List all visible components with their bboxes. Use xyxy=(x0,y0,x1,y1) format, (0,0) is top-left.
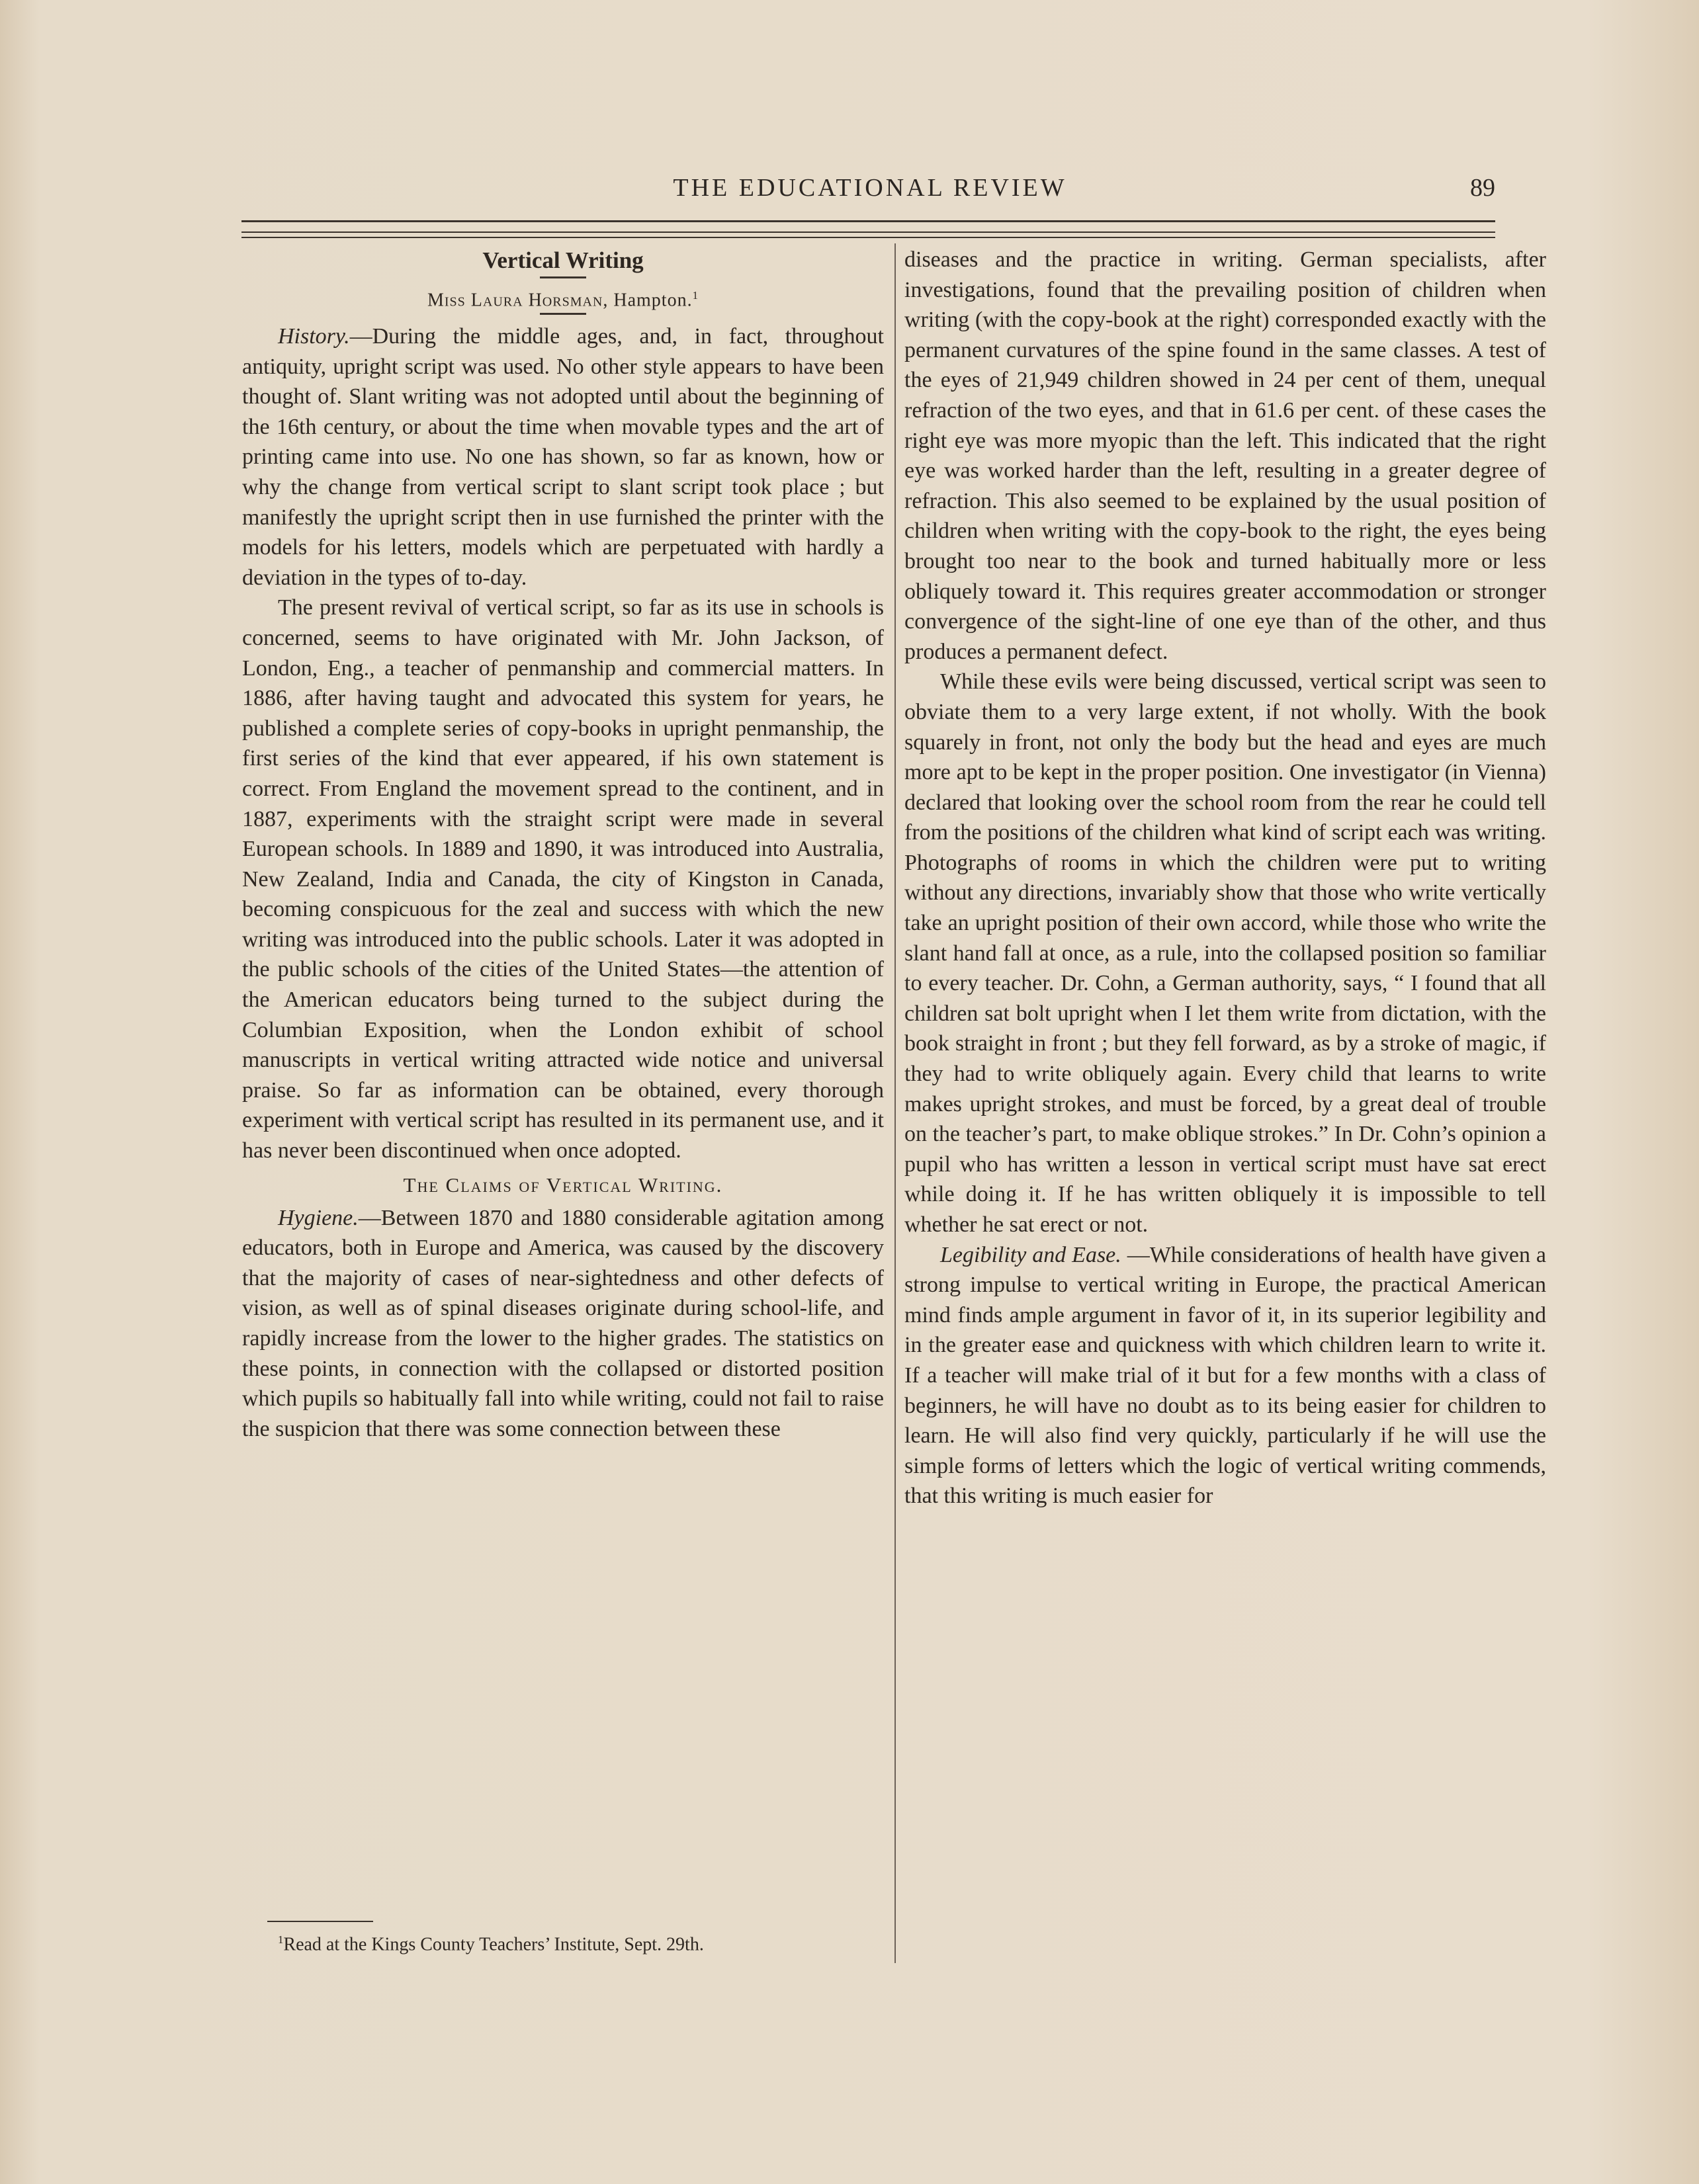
legibility-heading: Legibility and Ease. xyxy=(940,1242,1121,1267)
column-divider xyxy=(894,243,896,1963)
footnote-block xyxy=(242,1905,884,1957)
paragraph-hygiene-continued: diseases and the practice in writing. German specialists, after investigations, found that the prevailing position of children when writing (with the copy-book at the right) corresponded exactly with the permanent curvatures of the spine found in the same classes. A test of the eyes of 21,949 children showed in 24 per cent of them, unequal refraction of the two eyes, and that in 61.6 per cent. of these cases the right eye was more myopic than the left. This indicated that the right eye was worked harder than the left, resulting in a greater degree of refraction. This also seemed to be explained by the usual position of children when writing with the copy-book to the right, the eyes being brought too near to the book and turned habitually more or less obliquely toward it. This requires greater accommodation or stronger convergence of the sight-line of one eye than of the other, and thus produces a permanent defect. xyxy=(904,247,1546,664)
footnote xyxy=(242,1927,884,1957)
journal-title: THE EDUCATIONAL REVIEW xyxy=(673,174,1067,202)
footnote-rule xyxy=(267,1921,373,1922)
running-head xyxy=(245,173,1495,213)
legibility-body: —While considerations of health have given a strong impulse to vertical writing in Europe, the practical American mind finds ample argument in favor of it, in its superior legibility and in the greater ease and quickness with which children learn to write it. If a teacher will make trial of it but for a few months with a class of beginners, he will have no doubt as to its being easier for children to learn. He will also find very quickly, particularly if he will use the simple forms of letters which the logic of vertical writing commends, that this writing is much easier for xyxy=(904,1242,1546,1509)
section-heading: The Claims of Vertical Writing. xyxy=(403,1173,723,1197)
header-rule xyxy=(241,220,1495,222)
article-title: Vertical Writing xyxy=(482,247,644,273)
history-heading: History. xyxy=(278,324,350,349)
hygiene-heading: Hygiene. xyxy=(278,1205,359,1230)
right-column xyxy=(904,245,1546,1511)
paragraph-history xyxy=(242,321,884,593)
left-column xyxy=(242,245,884,1444)
hygiene-body: —Between 1870 and 1880 considerable agitation among educators, both in Europe and America, was caused by the discovery that the majority of cases of near-sightedness and other defects of vision, as well as of spinal diseases originate during school-life, and rapidly increase from the lower to the higher grades. The statistics on these points, in connection with the collapsed or distorted position which pupils so habitually fall into while writing, could not fail to raise the suspicion that there was some connection between these xyxy=(242,1205,884,1441)
paragraph-legibility xyxy=(904,1240,1546,1511)
paragraph-revival: The present revival of vertical script, so far as its use in schools is concerned, seems to have originated with Mr. John Jackson, of London, Eng., a teacher of penmanship and commercial matters. In 1886, after having taught and advocated this system for years, he published a complete series of copy-books in upright penmanship, the first series of the kind that ever appeared, if his own statement is correct. From England the movement spread to the continent, and in 1887, experiments with the straight script were made in several European schools. In 1889 and 1890, it was introduced into Australia, New Zealand, India and Canada, the city of Kingston in Canada, becoming conspicuous for the zeal and success with which the new writing was introduced into the public schools. Later it was adopted in the public schools of the cities of the United States—the attention of the American educators being turned to the subject during the Columbian Exposition, when the London exhibit of school manuscripts in vertical writing attracted wide notice and universal praise. So far as information can be obtained, every thorough experiment with vertical script has resulted in its permanent use, and it has never been discontinued when once adopted. xyxy=(242,595,884,1163)
footnote-ref: 1 xyxy=(692,289,699,302)
footnote-text: Read at the Kings County Teachers’ Institute, Sept. 29th. xyxy=(283,1934,704,1955)
paragraph-hygiene xyxy=(242,1203,884,1445)
byline-rule xyxy=(540,313,586,315)
header-rule xyxy=(241,237,1495,238)
header-rule xyxy=(241,231,1495,233)
author-name: Miss Laura Horsman xyxy=(427,290,603,311)
byline xyxy=(242,278,884,313)
history-body: —During the middle ages, and, in fact, throughout antiquity, upright script was used. No other style appears to have been thought of. Slant writing was not adopted until about the beginning of the 16th century, or about the time when movable types and the art of printing came into use. No one has shown, so far as known, how or why the change from vertical script to slant script took place ; but manifestly the upright script then in use furnished the printer with the models for his letters, models which are perpetuated with hardly a deviation in the types of to-day. xyxy=(242,324,884,590)
author-place: , Hampton. xyxy=(603,290,693,311)
page-number: 89 xyxy=(1470,174,1495,202)
paragraph-evils: While these evils were being discussed, vertical script was seen to obviate them to a very large extent, if not wholly. With the book squarely in front, not only the body but the head and eyes are much more apt to be kept in the proper position. One investigator (in Vienna) declared that looking over the school room from the rear he could tell from the positions of the children what kind of script each was writing. Photographs of rooms in which the children were put to writing without any directions, invariably show that those who write vertically take an upright position of their own accord, while those who write the slant hand fall at once, as a rule, into the collapsed position so familiar to every teacher. Dr. Cohn, a German authority, says, “ I found that all children sat bolt upright when I let them write from dictation, with the book straight in front ; but they fell forward, as by a stroke of magic, if they had to write obliquely again. Every child that learns to write makes upright strokes, and must be forced, by a great deal of trouble on the teacher’s part, to make oblique strokes.” In Dr. Cohn’s opinion a pupil who has written a lesson in vertical script must have sat erect while doing it. If he has written obliquely it is impossible to tell whether he sat erect or not. xyxy=(904,669,1546,1237)
footnote-marker: 1 xyxy=(278,1933,284,1946)
